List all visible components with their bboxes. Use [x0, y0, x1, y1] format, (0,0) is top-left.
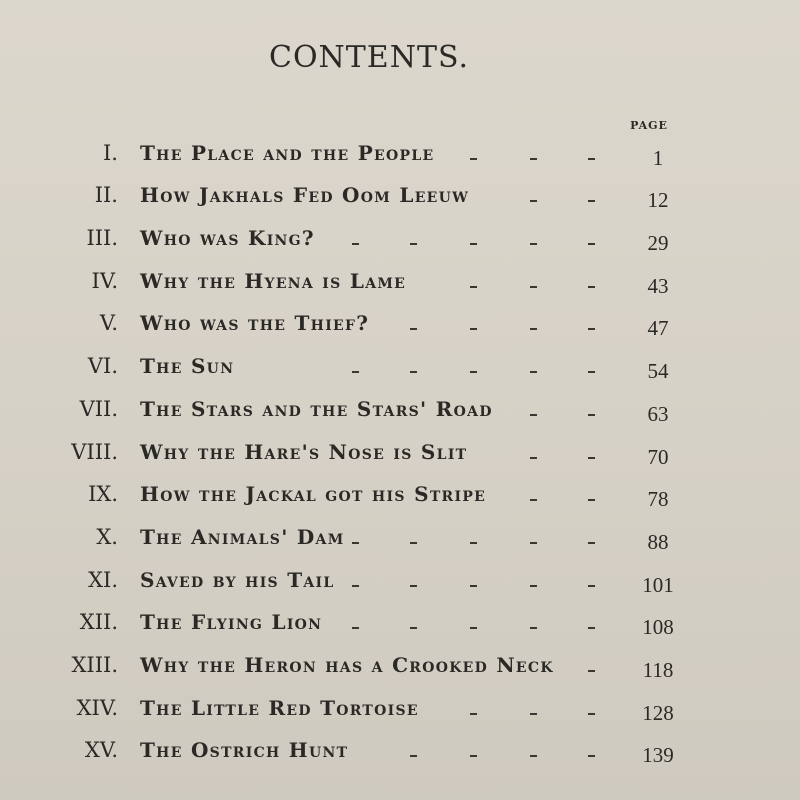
- page-number: 1: [652, 145, 664, 170]
- page-number: 118: [642, 657, 674, 682]
- leader-dash: [588, 243, 595, 245]
- toc-entry: [0, 557, 800, 600]
- leader-dash: [530, 414, 537, 416]
- chapter-numeral: XII.: [79, 610, 118, 635]
- toc-entry: [0, 130, 800, 173]
- chapter-numeral: I.: [103, 140, 118, 165]
- leader-dash: [352, 542, 359, 544]
- leader-dash: [410, 585, 417, 587]
- leader-dash: [410, 542, 417, 544]
- leader-dash: [588, 713, 595, 715]
- leader-dash: [588, 499, 595, 501]
- toc-entry: [0, 301, 800, 344]
- leader-dash: [470, 755, 477, 757]
- page-number: 108: [642, 615, 674, 640]
- chapter-title: The Flying Lion: [140, 610, 323, 635]
- page-number: 70: [647, 444, 669, 469]
- chapter-numeral: V.: [99, 311, 118, 336]
- toc-entry: [0, 258, 800, 301]
- toc-entry: [0, 343, 800, 386]
- leader-dash: [588, 542, 595, 544]
- chapter-numeral: X.: [96, 524, 118, 549]
- leader-dash: [410, 243, 417, 245]
- leader-dash: [530, 585, 537, 587]
- toc-entry: [0, 429, 800, 472]
- contents-list: [0, 130, 800, 770]
- leader-dash: [410, 755, 417, 757]
- chapter-title: How the Jackal got his Stripe: [140, 482, 487, 507]
- leader-dash: [530, 371, 537, 373]
- leader-dash: [588, 328, 595, 330]
- page-number: 78: [647, 487, 669, 512]
- leader-dash: [410, 371, 417, 373]
- chapter-title: The Stars and the Stars' Road: [140, 396, 493, 421]
- leader-dash: [352, 243, 359, 245]
- page-column-label: PAGE: [630, 119, 668, 132]
- leader-dash: [588, 414, 595, 416]
- leader-dash: [588, 371, 595, 373]
- chapter-title: The Ostrich Hunt: [140, 738, 349, 763]
- page-number: 88: [647, 529, 669, 554]
- page-number: 43: [647, 273, 669, 298]
- toc-entry: [0, 514, 800, 557]
- chapter-title: The Animals' Dam: [140, 524, 345, 549]
- leader-dash: [530, 158, 537, 160]
- chapter-numeral: XIII.: [71, 652, 118, 677]
- chapter-title: The Place and the People: [140, 140, 435, 165]
- toc-entry: [0, 472, 800, 515]
- contents-heading: CONTENTS.: [269, 40, 469, 75]
- leader-dash: [352, 585, 359, 587]
- toc-entry: [0, 642, 800, 685]
- leader-dash: [470, 542, 477, 544]
- leader-dash: [410, 627, 417, 629]
- chapter-numeral: IX.: [88, 482, 118, 507]
- leader-dash: [470, 243, 477, 245]
- chapter-title: Why the Hare's Nose is Slit: [140, 439, 468, 464]
- chapter-title: Why the Heron has a Crooked Neck: [140, 652, 554, 677]
- toc-entry: [0, 685, 800, 728]
- leader-dash: [530, 499, 537, 501]
- leader-dash: [470, 371, 477, 373]
- chapter-numeral: XV.: [84, 738, 118, 763]
- leader-dash: [530, 627, 537, 629]
- leader-dash: [470, 286, 477, 288]
- page-number: 29: [647, 231, 669, 256]
- leader-dash: [588, 457, 595, 459]
- page-number: 54: [647, 359, 669, 384]
- leader-dash: [588, 286, 595, 288]
- page-number: 47: [647, 316, 669, 341]
- chapter-title: The Little Red Tortoise: [140, 695, 419, 720]
- leader-dash: [530, 457, 537, 459]
- chapter-numeral: VII.: [79, 396, 118, 421]
- leader-dash: [530, 328, 537, 330]
- leader-dash: [530, 286, 537, 288]
- chapter-numeral: II.: [94, 183, 118, 208]
- toc-entry: [0, 728, 800, 771]
- leader-dash: [470, 585, 477, 587]
- leader-dash: [588, 200, 595, 202]
- leader-dash: [588, 158, 595, 160]
- chapter-numeral: III.: [86, 226, 118, 251]
- leader-dash: [588, 755, 595, 757]
- toc-entry: [0, 600, 800, 643]
- leader-dash: [530, 243, 537, 245]
- page-number: 101: [642, 572, 674, 597]
- leader-dash: [470, 328, 477, 330]
- chapter-numeral: VI.: [87, 354, 118, 379]
- leader-dash: [530, 713, 537, 715]
- toc-entry: [0, 173, 800, 216]
- chapter-numeral: IV.: [91, 268, 118, 293]
- leader-dash: [352, 627, 359, 629]
- toc-entry: [0, 386, 800, 429]
- leader-dash: [530, 542, 537, 544]
- chapter-title: Who was King?: [140, 226, 315, 251]
- chapter-title: Why the Hyena is Lame: [140, 268, 407, 293]
- leader-dash: [588, 585, 595, 587]
- chapter-numeral: XI.: [88, 567, 118, 592]
- page-number: 12: [647, 188, 669, 213]
- leader-dash: [352, 371, 359, 373]
- chapter-title: How Jakhals Fed Oom Leeuw: [140, 183, 470, 208]
- leader-dash: [588, 627, 595, 629]
- chapter-numeral: XIV.: [76, 695, 118, 720]
- page-number: 139: [642, 743, 674, 768]
- chapter-title: The Sun: [140, 354, 235, 379]
- leader-dash: [410, 328, 417, 330]
- chapter-title: Saved by his Tail: [140, 567, 335, 592]
- leader-dash: [470, 158, 477, 160]
- chapter-title: Who was the Thief?: [140, 311, 370, 336]
- chapter-numeral: VIII.: [71, 439, 118, 464]
- page-number: 63: [647, 401, 669, 426]
- leader-dash: [470, 627, 477, 629]
- toc-entry: [0, 215, 800, 258]
- leader-dash: [470, 713, 477, 715]
- leader-dash: [530, 200, 537, 202]
- page-number: 128: [642, 700, 674, 725]
- leader-dash: [530, 755, 537, 757]
- leader-dash: [588, 670, 595, 672]
